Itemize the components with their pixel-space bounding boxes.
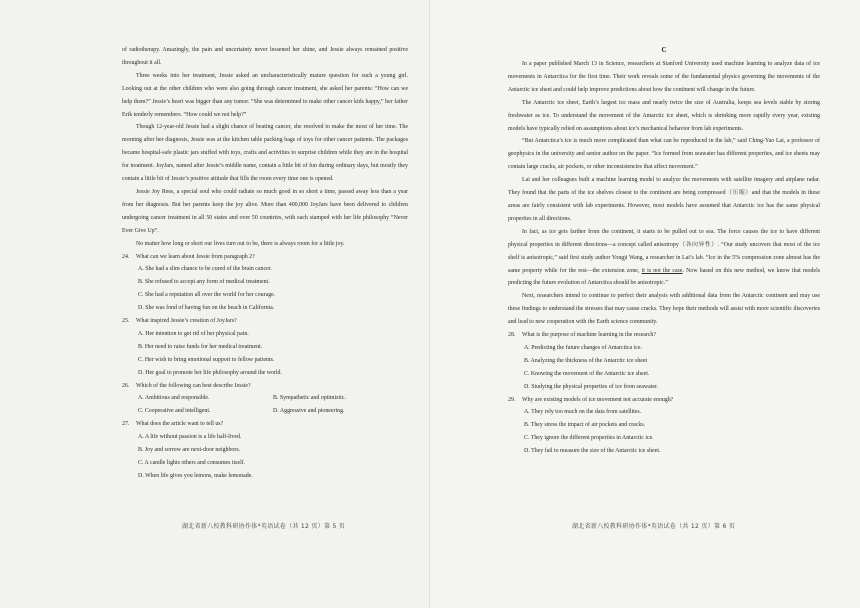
question-text: Which of the following can best describe Jessie? xyxy=(136,382,251,389)
question-26 xyxy=(122,380,408,419)
option: C. Knowing the movement of the Antarctic ice sheet. xyxy=(524,370,650,377)
question-28 xyxy=(508,329,820,394)
option: D. Studying the physical properties of ice from seawater. xyxy=(524,383,659,390)
option: A. Her intention to get rid of her physical pain. xyxy=(138,330,249,337)
option: B. Sympathetic and optimistic. xyxy=(273,395,346,402)
paragraph: The Antarctic ice sheet, Earth’s largest ice mass and nearly twice the size of Australia, keeps sea levels stable by storing freshwater as ice. To understand the movement of the Antarctic ice sheet, which is shrinking more rapidly every year, existing models have typically relied on assumptions about ice’s mechanical behavior from lab experiments. xyxy=(508,99,820,132)
question-text: What can we learn about Jessie from paragraph 2? xyxy=(136,253,255,260)
option: D. She was fond of having fun on the beach in California. xyxy=(138,305,275,312)
option: C. A candle lights others and consumes itself. xyxy=(138,460,246,466)
paragraph: Next, researchers intend to continue to perfect their analysis with additional data from the Antarctic continent and may use these findings to understand the stresses that may cause cracks. They hope their methods will assist with more scientific discoveries and lead to new cooperation with the Earth science community. xyxy=(508,293,820,326)
option: A. They rely too much on the data from satellites. xyxy=(524,409,642,416)
question-number: 29. xyxy=(508,396,516,403)
paragraph: Though 12-year-old Jessie had a slight chance of beating cancer, she resolved to make the most of her time. The morning after her diagnosis, Jessie was at the kitchen table packing bags of toys for other cancer patients. The packages became hospital-safe plastic jars stuffed with toys, crafts and activities to surprise children while they are in the hospital for treatment. JoyJars, named after Jessie’s middle name, contain a little bit of fun during ordinary days, but mostly they contain a little bit of Jessie’s positive attitude that fills the room every time one is opened. xyxy=(122,124,408,183)
option: D. Her goal to promote her life philosophy around the world. xyxy=(138,369,282,376)
paragraph: Jessie Joy Rees, a special soul who could radiate so much good in so short a time, passed away less than a year from her diagnosis. But her parents keep the joy alive. More than 400,000 JoyJars have been delivered to children undergoing cancer treatment in all 50 states and over 50 countries, with each stamped with her life philosophy “Never Ever Give Up”. xyxy=(122,188,408,234)
section-title: C xyxy=(661,46,667,54)
right-page xyxy=(430,0,860,608)
option: B. Joy and sorrow are next-door neighbors. xyxy=(138,447,241,454)
right-column xyxy=(508,44,820,458)
option: C. She had a reputation all over the world for her courage. xyxy=(138,292,276,299)
underlined-phrase: it is not the case xyxy=(641,267,683,274)
option: C. Cooperative and intelligent. xyxy=(138,408,211,415)
question-24 xyxy=(122,251,408,316)
option: A. Ambitious and responsible. xyxy=(138,395,210,402)
option: B. Analyzing the thickness of the Antarctic ice sheet xyxy=(524,357,648,364)
question-25 xyxy=(122,315,408,380)
option: A. A life without passion is a life half-lived. xyxy=(138,434,242,441)
page-footer: 湖北省新八校教科研协作体*英语试卷（共 12 页）第 6 页 xyxy=(572,523,736,530)
option: D. When life gives you lemons, make lemonade. xyxy=(138,472,253,479)
paragraph-text: . Now based on this new method, we know that models predicting the future evolution of Antarctica should be anisotropic.” xyxy=(508,267,820,287)
paragraph-text: In fact, as ice gets farther from the continent, it starts to be pulled out to sea. The force causes the ice to have different physical properties in different directions—a concept called anisotropy（各向异性）. “Our study uncovers that most of the ice shelf is anisotropic,” said first study author Yongji Wang, a researcher in Lai’s lab. “Ice in the 5% compression zone almost has the same property while for the rest—the extension zone, xyxy=(508,228,820,274)
option: B. They stress the impact of air pockets and cracks. xyxy=(524,422,646,429)
question-27 xyxy=(122,418,408,483)
option: B. She refused to accept any form of medical treatment. xyxy=(138,279,270,286)
paragraph: Three weeks into her treatment, Jessie asked an uncharacteristically mature question for such a young girl. Looking out at the other children who were also going through cancer treatment, she asked her parents: “How can we help them?” Jessie’s heart was bigger than any tumor. “She was determined to make other cancer kids happy,” her father Erik tenderly remembers. “How could we not help?” xyxy=(122,72,408,118)
question-number: 26. xyxy=(122,382,130,389)
option: A. She had a slim chance to be cured of the brain cancer. xyxy=(138,266,272,273)
option: B. Her need to raise funds for her medical treatment. xyxy=(138,343,263,350)
question-number: 27. xyxy=(122,421,130,428)
question-text: What is the purpose of machine learning in the research? xyxy=(522,332,656,339)
paragraph xyxy=(508,226,820,291)
option: C. Her wish to bring emotional support to fellow patients. xyxy=(138,356,275,363)
option: D. They fail to measure the size of the Antarctic ice sheet. xyxy=(524,448,661,455)
question-text: Why are existing models of ice movement not accurate enough? xyxy=(522,396,674,403)
paragraph: No matter how long or short our lives turn out to be, there is always room for a little joy. xyxy=(136,240,345,247)
page-footer: 湖北省新八校教科研协作体*英语试卷（共 12 页）第 5 页 xyxy=(182,523,346,530)
paragraph: of radiotherapy. Amazingly, the pain and uncertainty never lessened her shine, and Jessie always remained positive throughout it all. xyxy=(122,47,408,66)
paragraph: “But Antarctica’s ice is much more complicated than what can be reproduced in the lab,” said Ching-Yao Lai, a professor of geophysics in the university and senior author on the paper. “Ice formed from seawater has different properties, and ice sheets may contain large cracks, air pockets, or other inconsistencies that affect movement.” xyxy=(508,138,820,171)
left-column xyxy=(122,44,408,483)
option: A. Predicting the future changes of Antarctica ice. xyxy=(524,344,642,351)
question-text: What inspired Jessie’s creation of JoyJars? xyxy=(136,318,237,325)
question-number: 24. xyxy=(122,253,130,260)
paragraph: Lai and her colleagues built a machine learning model to analyze the movements with satellite imagery and airplane radar. They found that the parts of the ice shelves closest to the continent are being compressed（压缩）and that the models in these areas are fairly consistent with lab experiments. However, most models have assumed that Antarctic ice has the same physical properties in all directions. xyxy=(508,177,820,222)
question-text: What does the article want to tell us? xyxy=(136,421,224,428)
paragraph: In a paper published March 13 in Science, researchers at Stanford University used machine learning to analyze data of ice movements in Antarctica for the first time. Their work reveals some of the fundamental physics governing the movements of the Antarctic ice sheet and could help improve predictions about how the continent will change in the future. xyxy=(508,61,820,93)
question-29 xyxy=(508,394,820,459)
question-number: 28. xyxy=(508,332,516,339)
question-number: 25. xyxy=(122,318,130,325)
option: C. They ignore the different properties in Antarctic ice. xyxy=(524,435,654,442)
option: D. Aggressive and pioneering. xyxy=(273,408,345,415)
